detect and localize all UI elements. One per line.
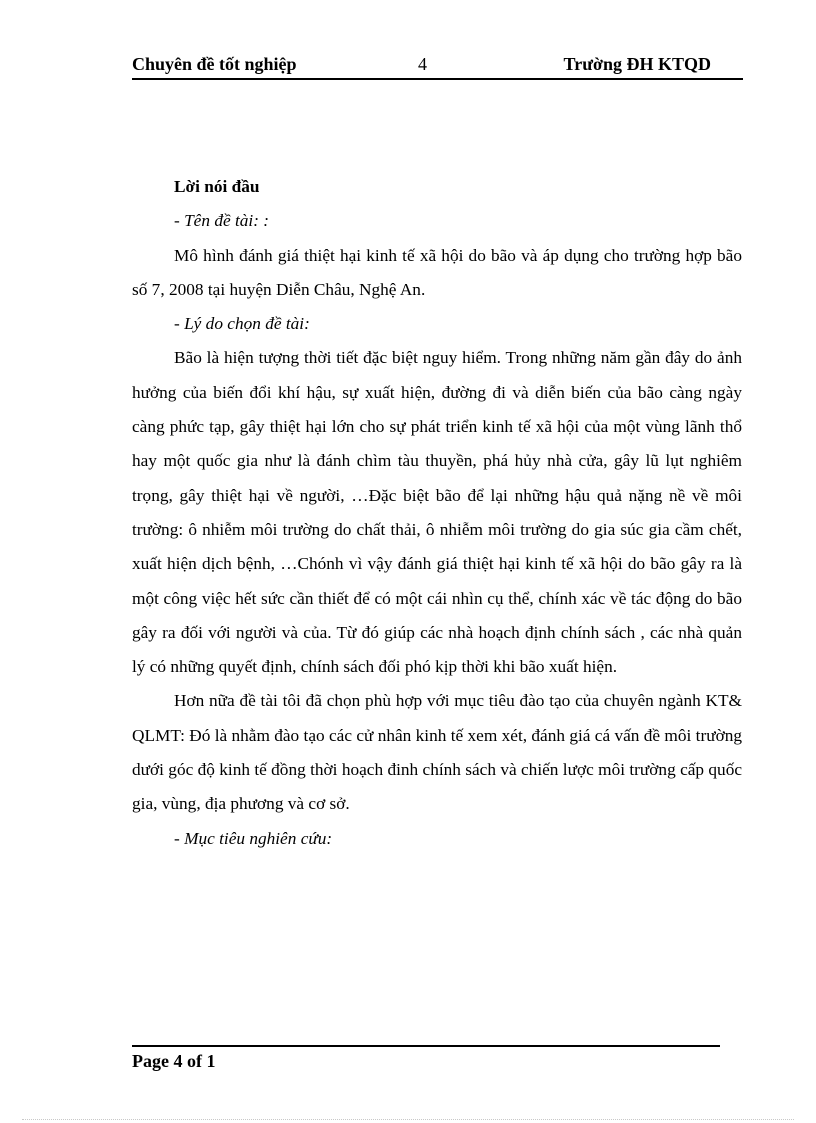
footer-divider xyxy=(132,1045,720,1047)
reason-paragraph-2: Hơn nữa đề tài tôi đã chọn phù hợp với mục tiêu đào tạo của chuyên ngành KT& QLMT: Đó là nhằm đào tạo các cử nhân kinh tế xem xét, đánh giá cá vấn đề môi trường dưới góc độ kinh tế đồng thời hoạch đinh chính sách và chiến lược môi trường cấp quốc gia, vùng, địa phương và cơ sở. xyxy=(132,691,742,814)
header-page-number: 4 xyxy=(418,54,427,74)
section-title: Lời nói đầu xyxy=(174,177,260,196)
reason-paragraph-1: Bão là hiện tượng thời tiết đặc biệt nguy hiểm. Trong những năm gần đây do ảnh hưởng của biến đổi khí hậu, sự xuất hiện, đường đi và diễn biến của bão càng ngày càng phức tạp, gây thiệt hại lớn cho sự phát triển kinh tế xã hội của một vùng lãnh thổ hay một quốc gia như là đánh chìm tàu thuyền, phá hủy nhà cửa, gây lũ lụt nghiêm trọng, gây thiệt hại về người, …Đặc biệt bão để lại những hậu quả nặng nề về môi trường: ô nhiễm môi trường do chất thải, ô nhiễm môi trường do gia súc gia cầm chết, xuất hiện dịch bệnh, …Chónh vì vậy đánh giá thiệt hại kinh tế xã hội do bão gây ra là một công việc hết sức cần thiết để có một cái nhìn cụ thể, chính xác về tác động do bão gây ra đối với người và của. Từ đó giúp các nhà hoạch định chính sách , các nhà quản lý có những quyết định, chính sách đối phó kịp thời khi bão xuất hiện. xyxy=(132,348,742,677)
page-header xyxy=(132,52,743,80)
topic-paragraph: Mô hình đánh giá thiệt hại kinh tế xã hội do bão và áp dụng cho trường hợp bão số 7, 2008 tại huyện Diễn Châu, Nghệ An. xyxy=(132,245,742,299)
topic-label: - Tên đề tài: : xyxy=(174,211,270,231)
header-university: Trường ĐH KTQD xyxy=(563,54,711,74)
page-bottom-edge xyxy=(22,1119,794,1120)
reason-label: - Lý do chọn đề tài: xyxy=(174,314,310,334)
document-body xyxy=(132,170,742,856)
objective-label: - Mục tiêu nghiên cứu: xyxy=(174,828,333,848)
header-document-type: Chuyên đề tốt nghiệp xyxy=(132,54,297,74)
page-footer: Page 4 of 1 xyxy=(132,1051,216,1071)
